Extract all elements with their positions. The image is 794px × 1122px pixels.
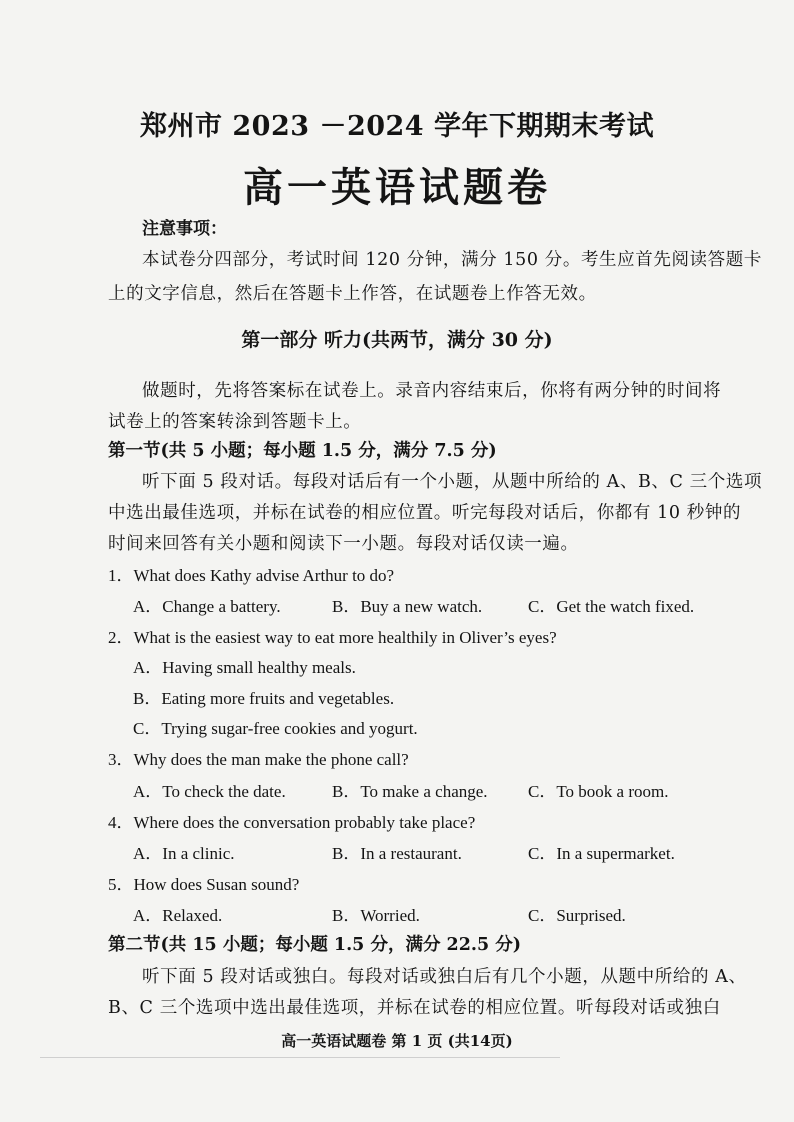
option-c: C．To book a room. xyxy=(528,782,669,801)
part1-line-1: 做题时，先将答案标在试卷上。录音内容结束后，你将有两分钟的时间将 xyxy=(142,381,722,401)
option-c: C．Surprised. xyxy=(528,906,626,925)
option-c: C．Trying sugar-free cookies and yogurt. xyxy=(133,719,418,738)
option-c: C．In a supermarket. xyxy=(528,844,675,863)
option-b: B．In a restaurant. xyxy=(332,844,462,863)
option-c: C．Get the watch fixed. xyxy=(528,597,695,616)
section2-heading: 第二节(共 15 小题；每小题 1.5 分，满分 22.5 分) xyxy=(108,935,522,955)
exam-title: 郑州市 2023 －2024 学年下期期末考试 xyxy=(140,111,654,142)
section1-line-3: 时间来回答有关小题和阅读下一小题。每段对话仅读一遍。 xyxy=(108,534,579,554)
part1-heading: 第一部分 听力(共两节，满分 30 分) xyxy=(241,329,553,351)
option-a: A．Change a battery. xyxy=(133,597,281,616)
option-b: B．Eating more fruits and vegetables. xyxy=(133,689,395,708)
option-a: A．Having small healthy meals. xyxy=(133,658,356,677)
paper-title: 高一英语试题卷 xyxy=(243,164,551,211)
option-a: A．Relaxed. xyxy=(133,906,223,925)
question-stem: 1．What does Kathy advise Arthur to do? xyxy=(108,566,395,585)
scan-line-divider xyxy=(40,1057,560,1058)
part1-line-2: 试卷上的答案转涂到答题卡上。 xyxy=(108,412,362,432)
question-stem: 4．Where does the conversation probably take place? xyxy=(108,813,476,832)
question-stem: 3．Why does the man make the phone call? xyxy=(108,750,409,769)
option-b: B．Worried. xyxy=(332,906,420,925)
question-stem: 2．What is the easiest way to eat more healthily in Oliver’s eyes? xyxy=(108,628,557,647)
notice-line-2: 上的文字信息，然后在答题卡上作答，在试题卷上作答无效。 xyxy=(108,284,597,304)
section1-line-2: 中选出最佳选项，并标在试卷的相应位置。听完每段对话后，你都有 10 秒钟的 xyxy=(108,503,742,523)
option-b: B．To make a change. xyxy=(332,782,488,801)
option-a: A．In a clinic. xyxy=(133,844,235,863)
option-b: B．Buy a new watch. xyxy=(332,597,483,616)
notice-line-1: 本试卷分四部分，考试时间 120 分钟，满分 150 分。考生应首先阅读答题卡 xyxy=(142,250,762,270)
section1-line-1: 听下面 5 段对话。每段对话后有一个小题，从题中所给的 A、B、C 三个选项 xyxy=(142,472,763,492)
section2-line-1: 听下面 5 段对话或独白。每段对话或独白后有几个小题，从题中所给的 A、 xyxy=(142,967,747,987)
notice-heading: 注意事项： xyxy=(142,219,227,239)
section2-line-2: B、C 三个选项中选出最佳选项，并标在试卷的相应位置。听每段对话或独白 xyxy=(108,998,721,1018)
question-stem: 5．How does Susan sound? xyxy=(108,875,300,894)
section1-heading: 第一节(共 5 小题；每小题 1.5 分，满分 7.5 分) xyxy=(108,441,497,461)
page-footer: 高一英语试题卷 第 1 页 (共14页) xyxy=(281,1032,513,1050)
option-a: A．To check the date. xyxy=(133,782,286,801)
